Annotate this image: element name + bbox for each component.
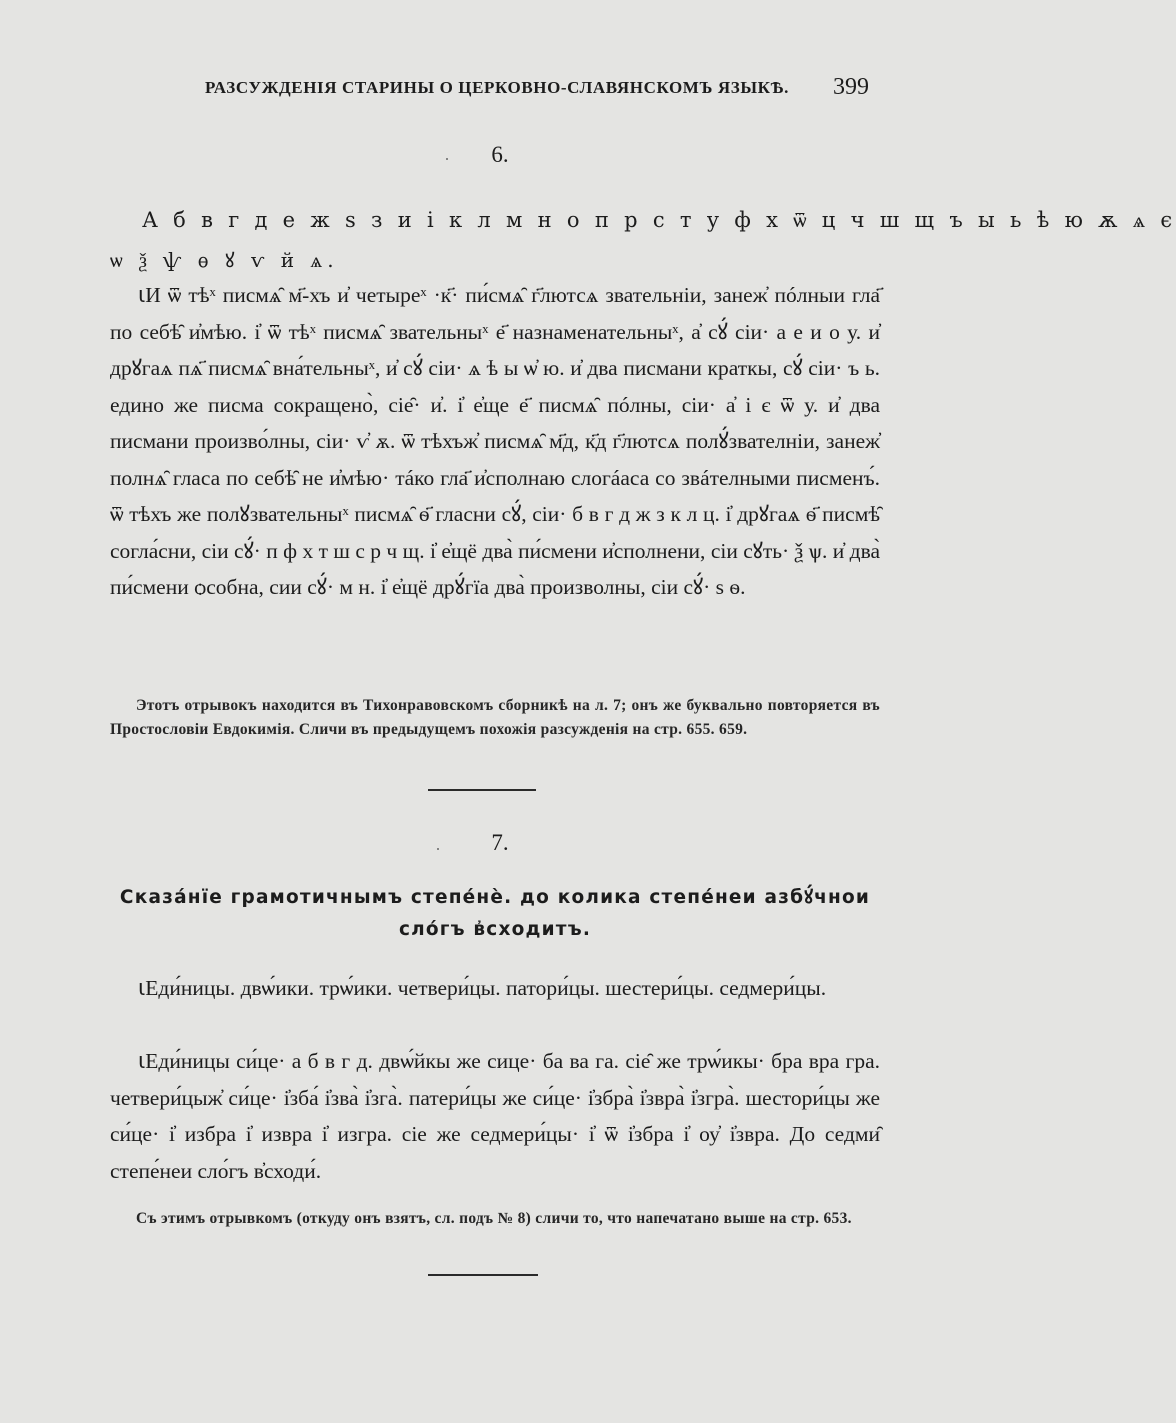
alphabet-line-2: ѡ ѯ ѱ ѳ ꙋ ѵ й ѧ. — [110, 248, 339, 272]
section-6-alphabet — [110, 200, 1176, 280]
running-head — [205, 74, 875, 104]
section-7-number: 7. — [491, 830, 509, 855]
alphabet-line-1: А б в г д е ж ѕ з и і к л м н о п р с т у ф х ѿ ц ч ш щ ъ ы ь ѣ ю ѫ ѧ є — [142, 208, 1176, 232]
print-speck — [437, 848, 439, 850]
section-6-number: 6. — [491, 142, 509, 167]
running-title: РАЗСУЖДЕНІЯ СТАРИНЫ О ЦЕРКОВНО-СЛАВЯНСКОМЪ ЯЗЫКѢ. — [205, 78, 789, 97]
section-6-paragraph: ꙇИ ѿ тѣˣ писмѧ̑ м҃-хъ и҆ четыреˣ ·к҃· пи́смѧ̑ г҃лютсѧ звательніи, занеж҆ пóлныи гла҃ по себѣ̑ и҆мѣю. і҆ ѿ тѣˣ писмѧ̑ звательныˣ е҃ назнаменательныˣ, а҆ сꙋ́ сіи· а е и о у. и҆ дрꙋгаѧ пѧ҃ писмѧ̑ вна́тельныˣ, и҆ сꙋ́ сіи· ѧ ѣ ы ѡ҆ ю. и҆ два писмани краткы, сꙋ́ сіи· ъ ь. едино же писма сокращено̀, сіе̑· и҆. і҆ е҆ще е҃ писмѧ̑ пóлны, сіи· а҆ і є ѿ у. и҆ два писмани произво́лны, сіи· ѵ҆ ѫ. ѿ тѣхъж҆ писмѧ̑ м҃д, к҃д г҃лютсѧ полꙋ́звателніи, занеж҆ полнѧ̑ гласа по себѣ̑ не и҆мѣю· тáко гла҃ и҆сполнаю слогáаса со звáтелными писменъ́. ѿ тѣхъ же полꙋзвательныˣ писмѧ̑ ѳ҃ гласни сꙋ́, сіи· б в г д ж з к л ц. і҆ дрꙋгаѧ ѳ҃ писмѣ̑ согла́сни, сіи сꙋ́· п ф х т ш с р ч щ. і҆ е҆щё два̀ пи́смени и҆сполнени, сіи сꙋть· ѯ ѱ. и҆ два̀ пи́смени ѻсобна, сии сꙋ́· м н. і҆ е҆щё дрꙋ́гїа два̀ произволны, сіи сꙋ́· ѕ ѳ. — [110, 283, 880, 599]
section-divider-2 — [428, 1274, 538, 1276]
section-6-note: Этотъ отрывокъ находится въ Тихонравовскомъ сборникѣ на л. 7; онъ же буквально повторяется въ Простословіи Евдокимія. Сличи въ предыдущемъ похожія разсужденія на стр. 655. 659. — [110, 697, 880, 738]
section-7-paragraph-2: ꙇЕди́ницы си́це· а б в г д. двѡ́йкы же сице· ба ва га. сіе̑ же трѡ́икы· бра вра гра. четвери́цыж҆ си́це· і҆зба́ і҆зва̀ і҆зга̀. патери́цы же си́це· і҆збра̀ і҆звра̀ і҆згра̀. шестори́цы же си́це· і҆ избра і҆ изврa і҆ изгра. сіе же седмери́цы· і҆ ѿ і҆збра і҆ оу҆ і҆звра. До седми̑ степе́неи сло́гъ в҆сходи́. — [110, 1049, 880, 1183]
page-number: 399 — [833, 74, 869, 100]
print-speck — [446, 158, 448, 160]
section-7-paragraph-1: ꙇЕди́ницы. двѡ́ики. трѡ́ики. четвери́цы. патори́цы. шестери́цы. седмери́цы. — [138, 976, 827, 1000]
section-7-note: Съ этимъ отрывкомъ (откуду онъ взятъ, сл. подъ № 8) сличи то, что напечатано выше на стр. 653. — [136, 1210, 852, 1227]
section-7-heading: Сказа́нїе грамотичнымъ степе́нѐ. до колика степе́неи азбꙋ́чнои сло́гъ в҆сходитъ. — [119, 887, 871, 940]
section-divider-1 — [428, 789, 536, 791]
